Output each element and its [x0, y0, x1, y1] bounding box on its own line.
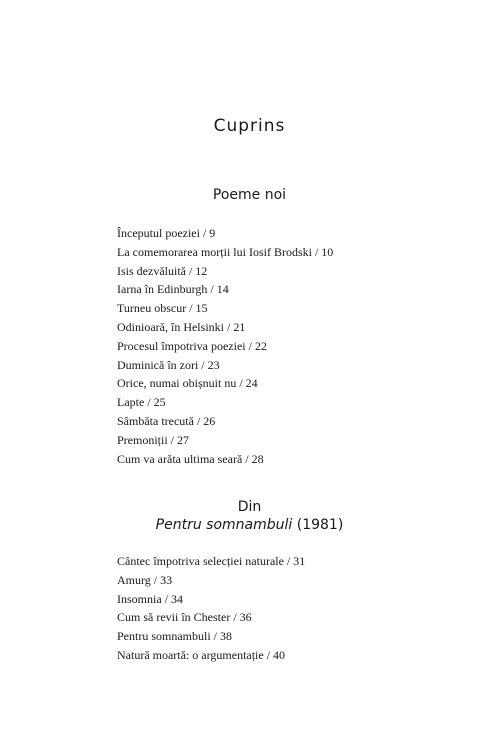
toc-entry[interactable]: Duminică în zori / 23 [117, 357, 220, 372]
toc-entry[interactable]: Orice, numai obișnuit nu / 24 [117, 376, 258, 391]
section-subtitle-book: Pentru somnambuli [155, 517, 293, 533]
toc-entry[interactable]: Procesul împotriva poeziei / 22 [117, 338, 267, 353]
toc-entry[interactable]: Amurg / 33 [117, 572, 173, 587]
toc-entry[interactable]: Turneu obscur / 15 [117, 301, 208, 316]
toc-entry[interactable]: Începutul poeziei / 9 [117, 226, 216, 240]
section-title-poeme-noi: Poeme noi [212, 187, 287, 203]
section-title-din: Din [237, 499, 262, 515]
toc-entry[interactable]: Natură moartă: o argumentație / 40 [117, 647, 286, 662]
toc-entry[interactable]: Cum va arăta ultima seară / 28 [117, 451, 264, 466]
toc-entry[interactable]: La comemorarea morții lui Iosif Brodski / 10 [117, 244, 334, 259]
toc-list-pentru-somnambuli [117, 552, 305, 665]
toc-entry[interactable]: Odinioară, în Helsinki / 21 [117, 319, 246, 334]
toc-entry[interactable]: Insomnia / 34 [117, 591, 183, 606]
toc-entry[interactable]: Sâmbăta trecută / 26 [117, 413, 216, 428]
section-subtitle [0, 517, 499, 533]
page-title: Cuprins [213, 116, 286, 136]
toc-entry[interactable]: Isis dezvăluită / 12 [117, 263, 208, 278]
toc-entry[interactable]: Cum să revii în Chester / 36 [117, 610, 252, 625]
toc-entry[interactable]: Pentru somnambuli / 38 [117, 629, 232, 644]
toc-list-poeme-noi [117, 224, 333, 468]
toc-entry[interactable]: Premoniții / 27 [117, 432, 189, 447]
toc-entry[interactable]: Cântec împotriva selecției naturale / 31 [117, 554, 306, 568]
toc-entry[interactable]: Iarna în Edinburgh / 14 [117, 282, 229, 297]
toc-entry[interactable]: Lapte / 25 [117, 395, 166, 410]
section-subtitle-year: (1981) [296, 517, 344, 533]
